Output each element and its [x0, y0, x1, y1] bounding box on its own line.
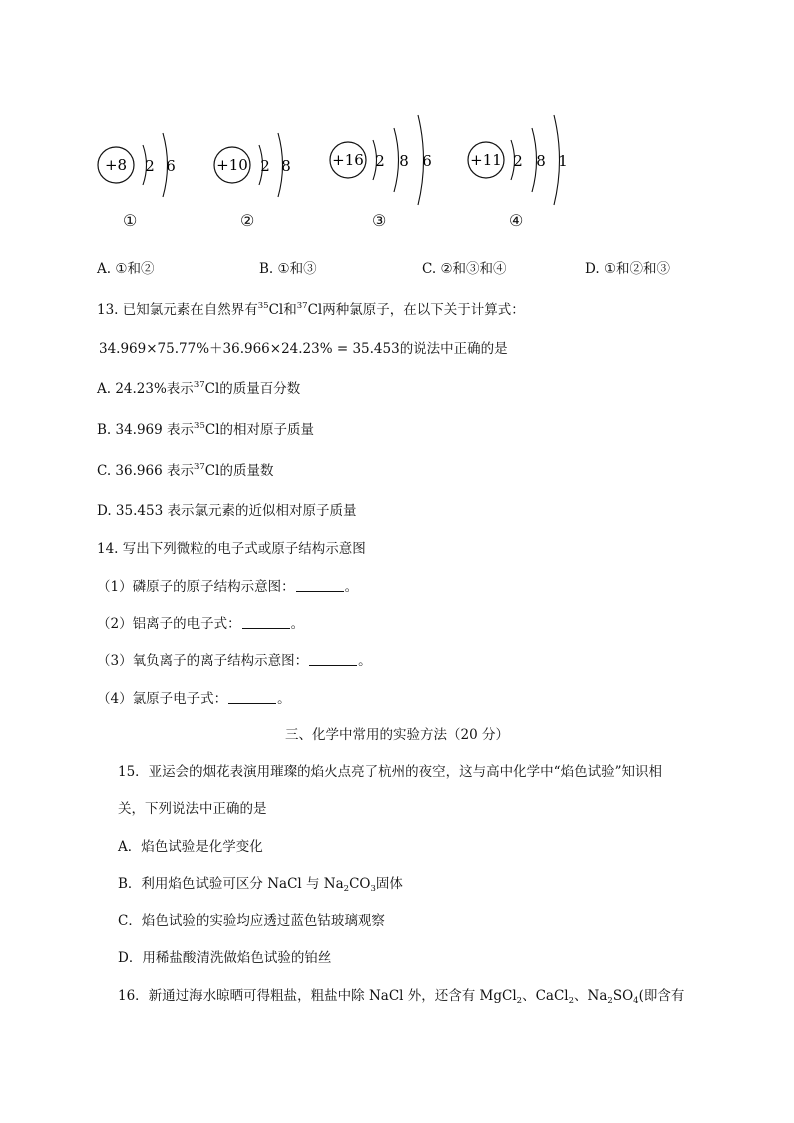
item-text: （1）磷原子的原子结构示意图： [97, 579, 295, 595]
shell-electrons: 6 [166, 157, 176, 175]
shell-electrons: 1 [558, 152, 568, 170]
q15-stem-line-1: 15．亚运会的烟花表演用璀璨的焰火点亮了杭州的夜空，这与高中化学中“焰色试验”知识相 [118, 764, 662, 780]
atom-diagram-1 [96, 128, 186, 207]
item-end: 。 [290, 616, 305, 632]
mass-number: 37 [193, 380, 205, 390]
q13-option-b[interactable] [97, 418, 314, 438]
nucleus-charge: +16 [332, 151, 364, 169]
option-letter: C. [422, 261, 441, 277]
item-text: （4）氯原子电子式： [97, 691, 228, 707]
q13-stem [97, 298, 525, 318]
mass-number: 35 [194, 421, 205, 431]
option-text: B．利用焰色试验可区分 NaCl 与 Na [118, 876, 344, 892]
shell-electrons: 6 [422, 152, 432, 170]
q12-option-c[interactable] [422, 257, 507, 277]
option-letter: D. [585, 261, 604, 277]
q13-formula: 34.969×75.77%＋36.966×24.23% = 35.453 [99, 341, 400, 357]
q16-stem [118, 984, 684, 1004]
nucleus-charge: +10 [216, 156, 248, 174]
option-text: ①和② [115, 261, 155, 277]
shell-electrons: 2 [375, 152, 385, 170]
answer-blank[interactable] [242, 616, 290, 629]
option-text: ②和③和④ [440, 261, 507, 277]
shell-electrons: 8 [536, 152, 546, 170]
atom-diagram-svg [96, 128, 186, 203]
shell-electrons: 8 [281, 157, 291, 175]
subscript: 2 [568, 996, 575, 1006]
q14-stem: 14. 写出下列微粒的电子式或原子结构示意图 [97, 541, 366, 557]
q12-option-d[interactable] [585, 257, 670, 277]
subscript: 2 [516, 996, 523, 1006]
shell-arc [394, 128, 399, 192]
atom-diagram-4 [466, 113, 581, 212]
mass-number: 35 [257, 301, 269, 311]
q12-option-a[interactable] [97, 257, 154, 277]
q15-option-b[interactable] [118, 872, 403, 892]
q13-option-c[interactable] [97, 459, 273, 479]
option-text: ①和②和③ [603, 261, 671, 277]
q13-stem-text: 和 [283, 302, 297, 318]
item-text: （2）铝离子的电子式： [97, 616, 241, 632]
atom-diagram-svg [328, 113, 443, 208]
q13-formula-line [99, 337, 508, 357]
q16-text: (即含有 [638, 988, 685, 1004]
atom-diagram-3 [328, 113, 443, 212]
atom-diagram-svg [212, 128, 302, 203]
q16-text: 、Na [574, 988, 608, 1004]
item-end: 。 [358, 653, 372, 669]
shell-electrons: 8 [399, 152, 409, 170]
q14-item-2 [97, 612, 304, 632]
option-text: A. 24.23%表示 [97, 381, 194, 397]
nucleus-charge: +8 [104, 156, 128, 174]
nucleus-charge: +11 [470, 151, 502, 169]
option-text: 的质量数 [219, 463, 274, 479]
item-end: 。 [344, 579, 359, 595]
element-symbol: Cl [268, 302, 284, 318]
shell-electrons: 2 [260, 157, 270, 175]
option-text: 的相对原子质量 [219, 422, 315, 438]
q15-option-d[interactable]: D．用稀盐酸清洗做焰色试验的铂丝 [118, 950, 332, 966]
q15-stem-line-2: 关，下列说法中正确的是 [118, 801, 267, 817]
option-text: 固体 [375, 876, 403, 892]
section-heading: 三、化学中常用的实验方法（20 分） [285, 727, 509, 743]
option-letter: B. [259, 261, 278, 277]
shell-electrons: 2 [145, 157, 155, 175]
subscript: 2 [607, 996, 613, 1006]
option-text: 的质量百分数 [219, 381, 301, 397]
atom-diagram-svg [466, 113, 581, 208]
option-letter: A. [97, 261, 116, 277]
subscript: 4 [633, 996, 639, 1006]
diagram-label: ④ [509, 211, 524, 230]
element-symbol: Cl [204, 422, 220, 438]
q16-text: 16．新通过海水晾晒可得粗盐，粗盐中除 NaCl 外，还含有 MgCl [118, 988, 517, 1004]
diagram-label: ③ [372, 211, 387, 230]
subscript: 2 [343, 884, 350, 894]
q14-item-1 [97, 575, 358, 595]
diagram-label: ② [240, 211, 255, 230]
subscript: 3 [370, 884, 376, 894]
mass-number: 37 [193, 462, 205, 472]
item-text: （3）氧负离子的离子结构示意图： [97, 653, 309, 669]
element-symbol: Cl [204, 381, 220, 397]
option-text: C. 36.966 表示 [97, 463, 194, 479]
q14-item-3 [97, 649, 372, 669]
answer-blank[interactable] [309, 653, 357, 666]
option-text: ①和③ [277, 261, 317, 277]
q15-option-a[interactable]: A．焰色试验是化学变化 [118, 839, 263, 855]
atom-diagram-2 [212, 128, 302, 207]
mass-number: 37 [296, 301, 308, 311]
element-symbol: Cl [307, 302, 323, 318]
diagram-label: ① [123, 211, 138, 230]
option-text: B. 34.969 表示 [97, 422, 195, 438]
q16-text: 、CaCl [522, 988, 569, 1004]
answer-blank[interactable] [296, 579, 344, 592]
item-end: 。 [277, 691, 291, 707]
q13-stem-text: 13. 已知氯元素在自然界有 [97, 302, 258, 318]
q13-stem-text: 两种氯原子，在以下关于计算式： [322, 302, 525, 318]
q15-option-c[interactable]: C．焰色试验的实验均应透过蓝色钴玻璃观察 [118, 913, 385, 929]
q14-item-4 [97, 687, 291, 707]
option-text: CO [349, 876, 371, 892]
element-symbol: Cl [204, 463, 220, 479]
q13-option-d[interactable]: D. 35.453 表示氯元素的近似相对原子质量 [97, 503, 357, 519]
answer-blank[interactable] [228, 691, 276, 704]
shell-electrons: 2 [513, 152, 523, 170]
q12-option-b[interactable] [259, 257, 317, 277]
q13-option-a[interactable] [97, 377, 300, 397]
q16-text: SO [612, 988, 634, 1004]
q13-formula-tail: 的说法中正确的是 [399, 341, 508, 357]
